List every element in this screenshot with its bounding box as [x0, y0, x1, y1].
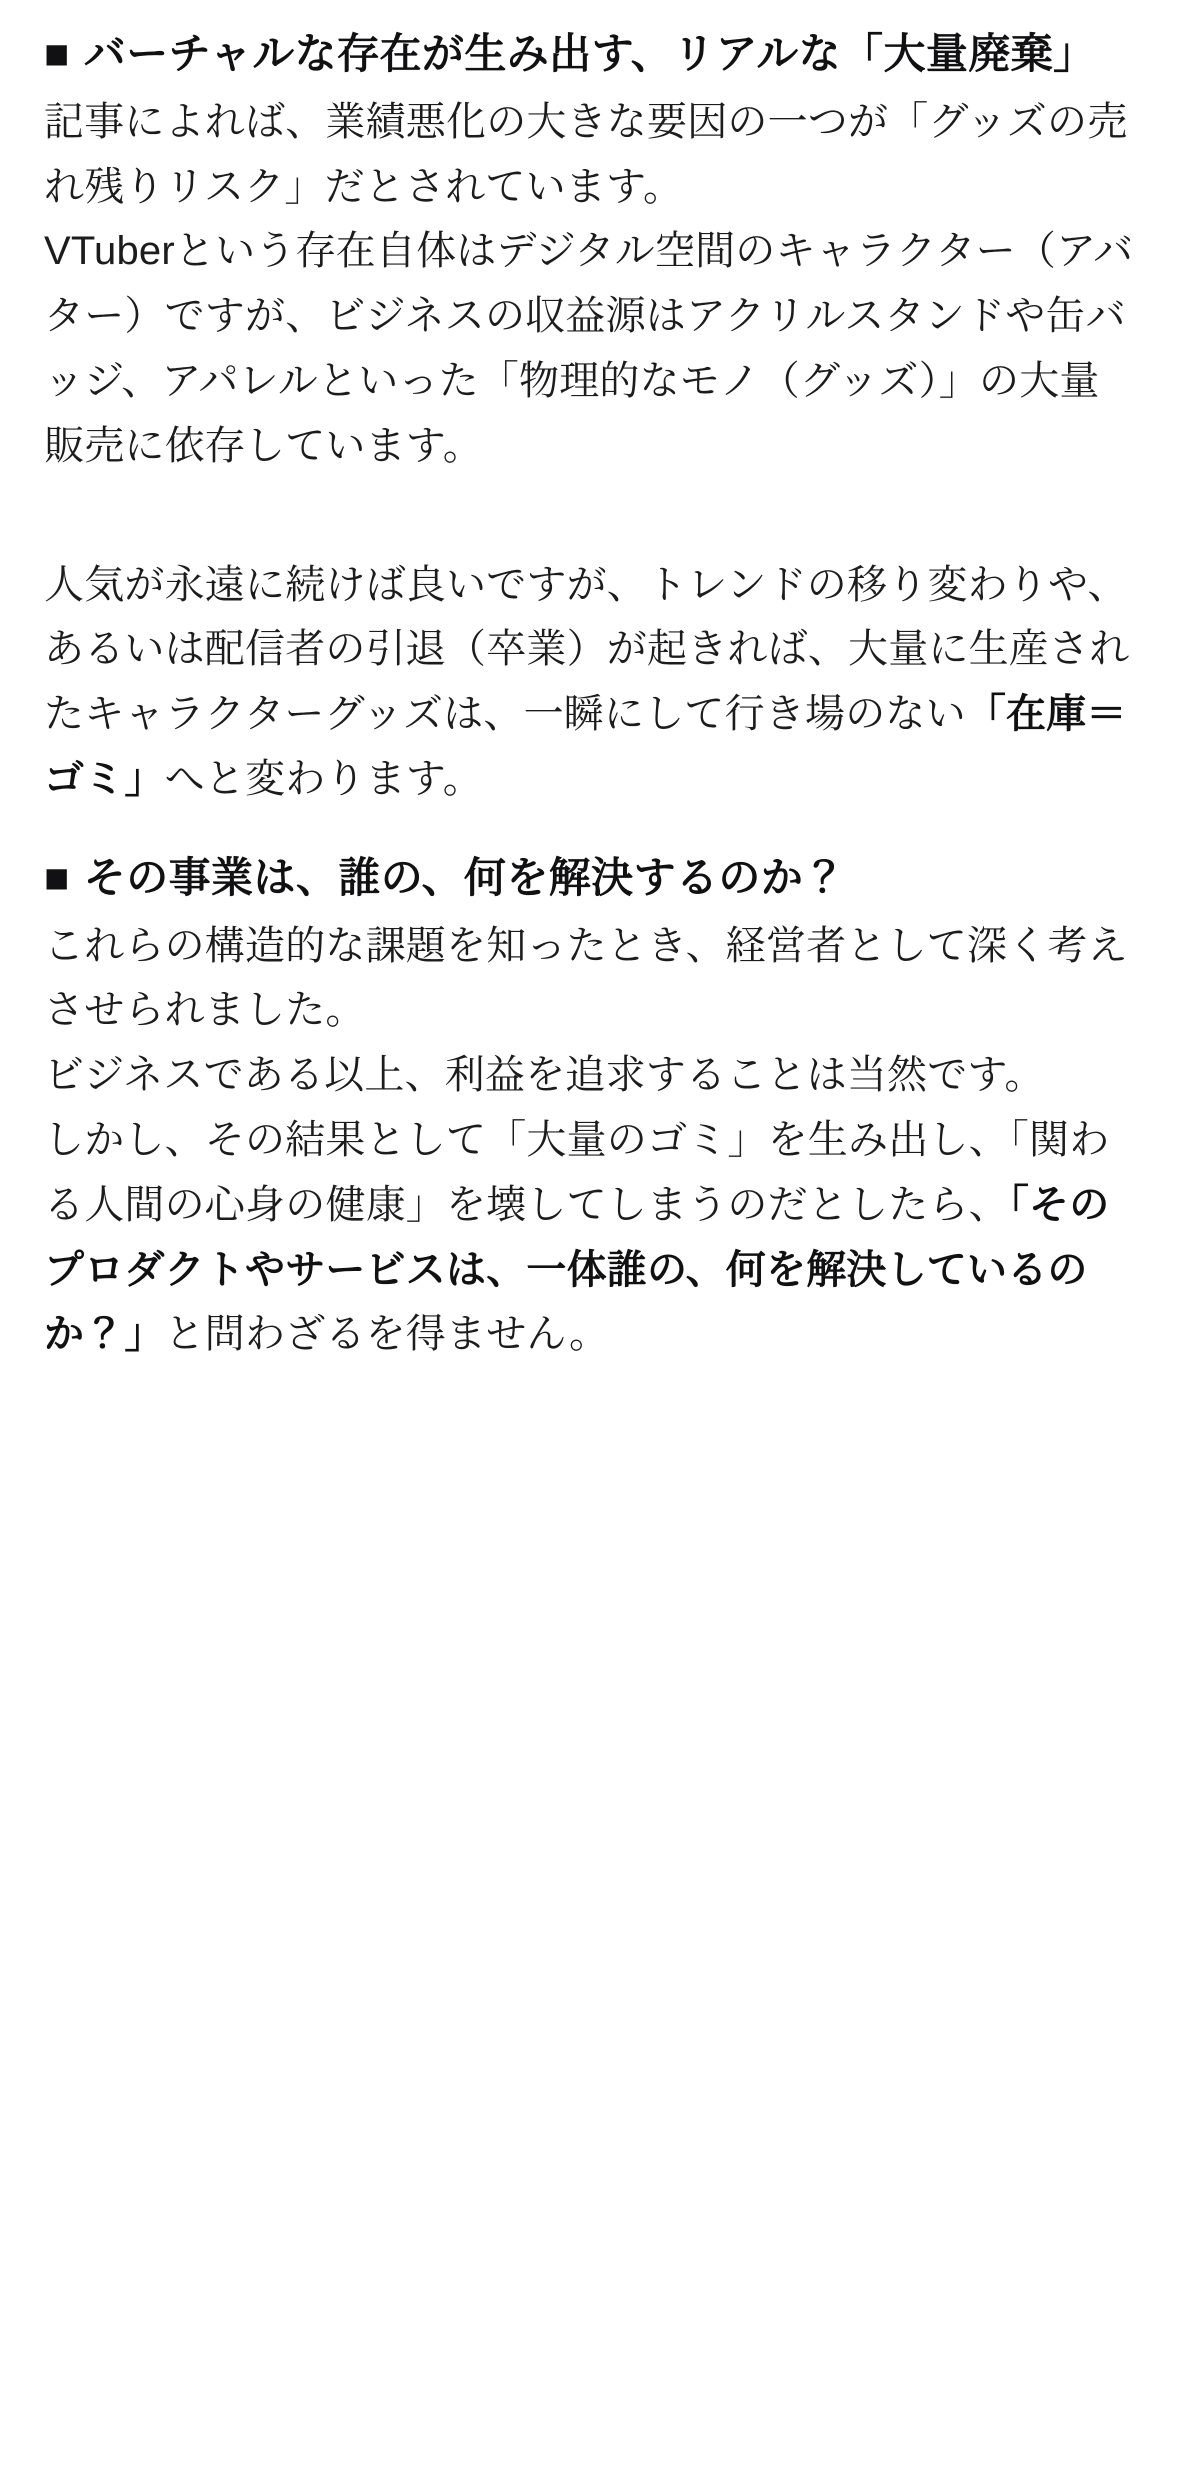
paragraph-4: [44, 914, 1135, 1044]
paragraph-spacer: [44, 479, 1135, 553]
paragraph-3-run-1: 人気が永遠に続けば良いですが、トレンドの移り変わりや、あるいは配信者の引退（卒業）が起きれば、大量に生産されたキャラクターグッズは、一瞬にして行き場のない: [44, 562, 1130, 737]
square-bullet-icon-2: ■: [44, 853, 70, 901]
section-heading-1: [44, 22, 1135, 86]
square-bullet-icon: ■: [44, 30, 70, 77]
paragraph-3-emphasis: 「在庫＝ゴミ」: [44, 692, 1127, 801]
paragraph-2-run-1: VTuberという存在自体はデジタル空間のキャラクター（アバター）ですが、ビジネスの収益源はアクリルスタンドや缶バッジ、アパレルといった「物理的なモノ（グッズ）」の大量販売に依存しています。: [44, 229, 1134, 468]
paragraph-4-run-1: これらの構造的な課題を知ったとき、経営者として深く考えさせられました。: [44, 923, 1128, 1033]
paragraph-6-emphasis: 「そのプロダクトやサービスは、一体誰の、何を解決しているのか？」: [44, 1182, 1110, 1357]
heading-spacer: [44, 812, 1135, 846]
paragraph-6: [44, 1108, 1135, 1367]
section-heading-2-text: その事業は、誰の、何を解決するのか？: [83, 853, 846, 901]
section-heading-1-text: バーチャルな存在が生み出す、リアルな「大量廃棄」: [83, 30, 1096, 77]
section-heading-2: [44, 846, 1135, 910]
paragraph-5: [44, 1043, 1135, 1108]
paragraph-6-run-1: しかし、その結果として「大量のゴミ」を生み出し、「関わる人間の心身の健康」を壊してしまうのだとしたら、: [44, 1118, 1110, 1227]
paragraph-6-run-3: と問わざるを得ません。: [164, 1312, 610, 1357]
paragraph-2: [44, 219, 1135, 478]
paragraph-1: [44, 90, 1135, 220]
paragraph-1-run-1: 記事によれば、業績悪化の大きな要因の一つが「グッズの売れ残りリスク」だとされています。: [44, 99, 1128, 209]
paragraph-3: [44, 553, 1135, 812]
paragraph-3-run-3: へと変わります。: [164, 757, 484, 801]
paragraph-5-run-1: ビジネスである以上、利益を追求することは当然です。: [44, 1053, 1045, 1098]
